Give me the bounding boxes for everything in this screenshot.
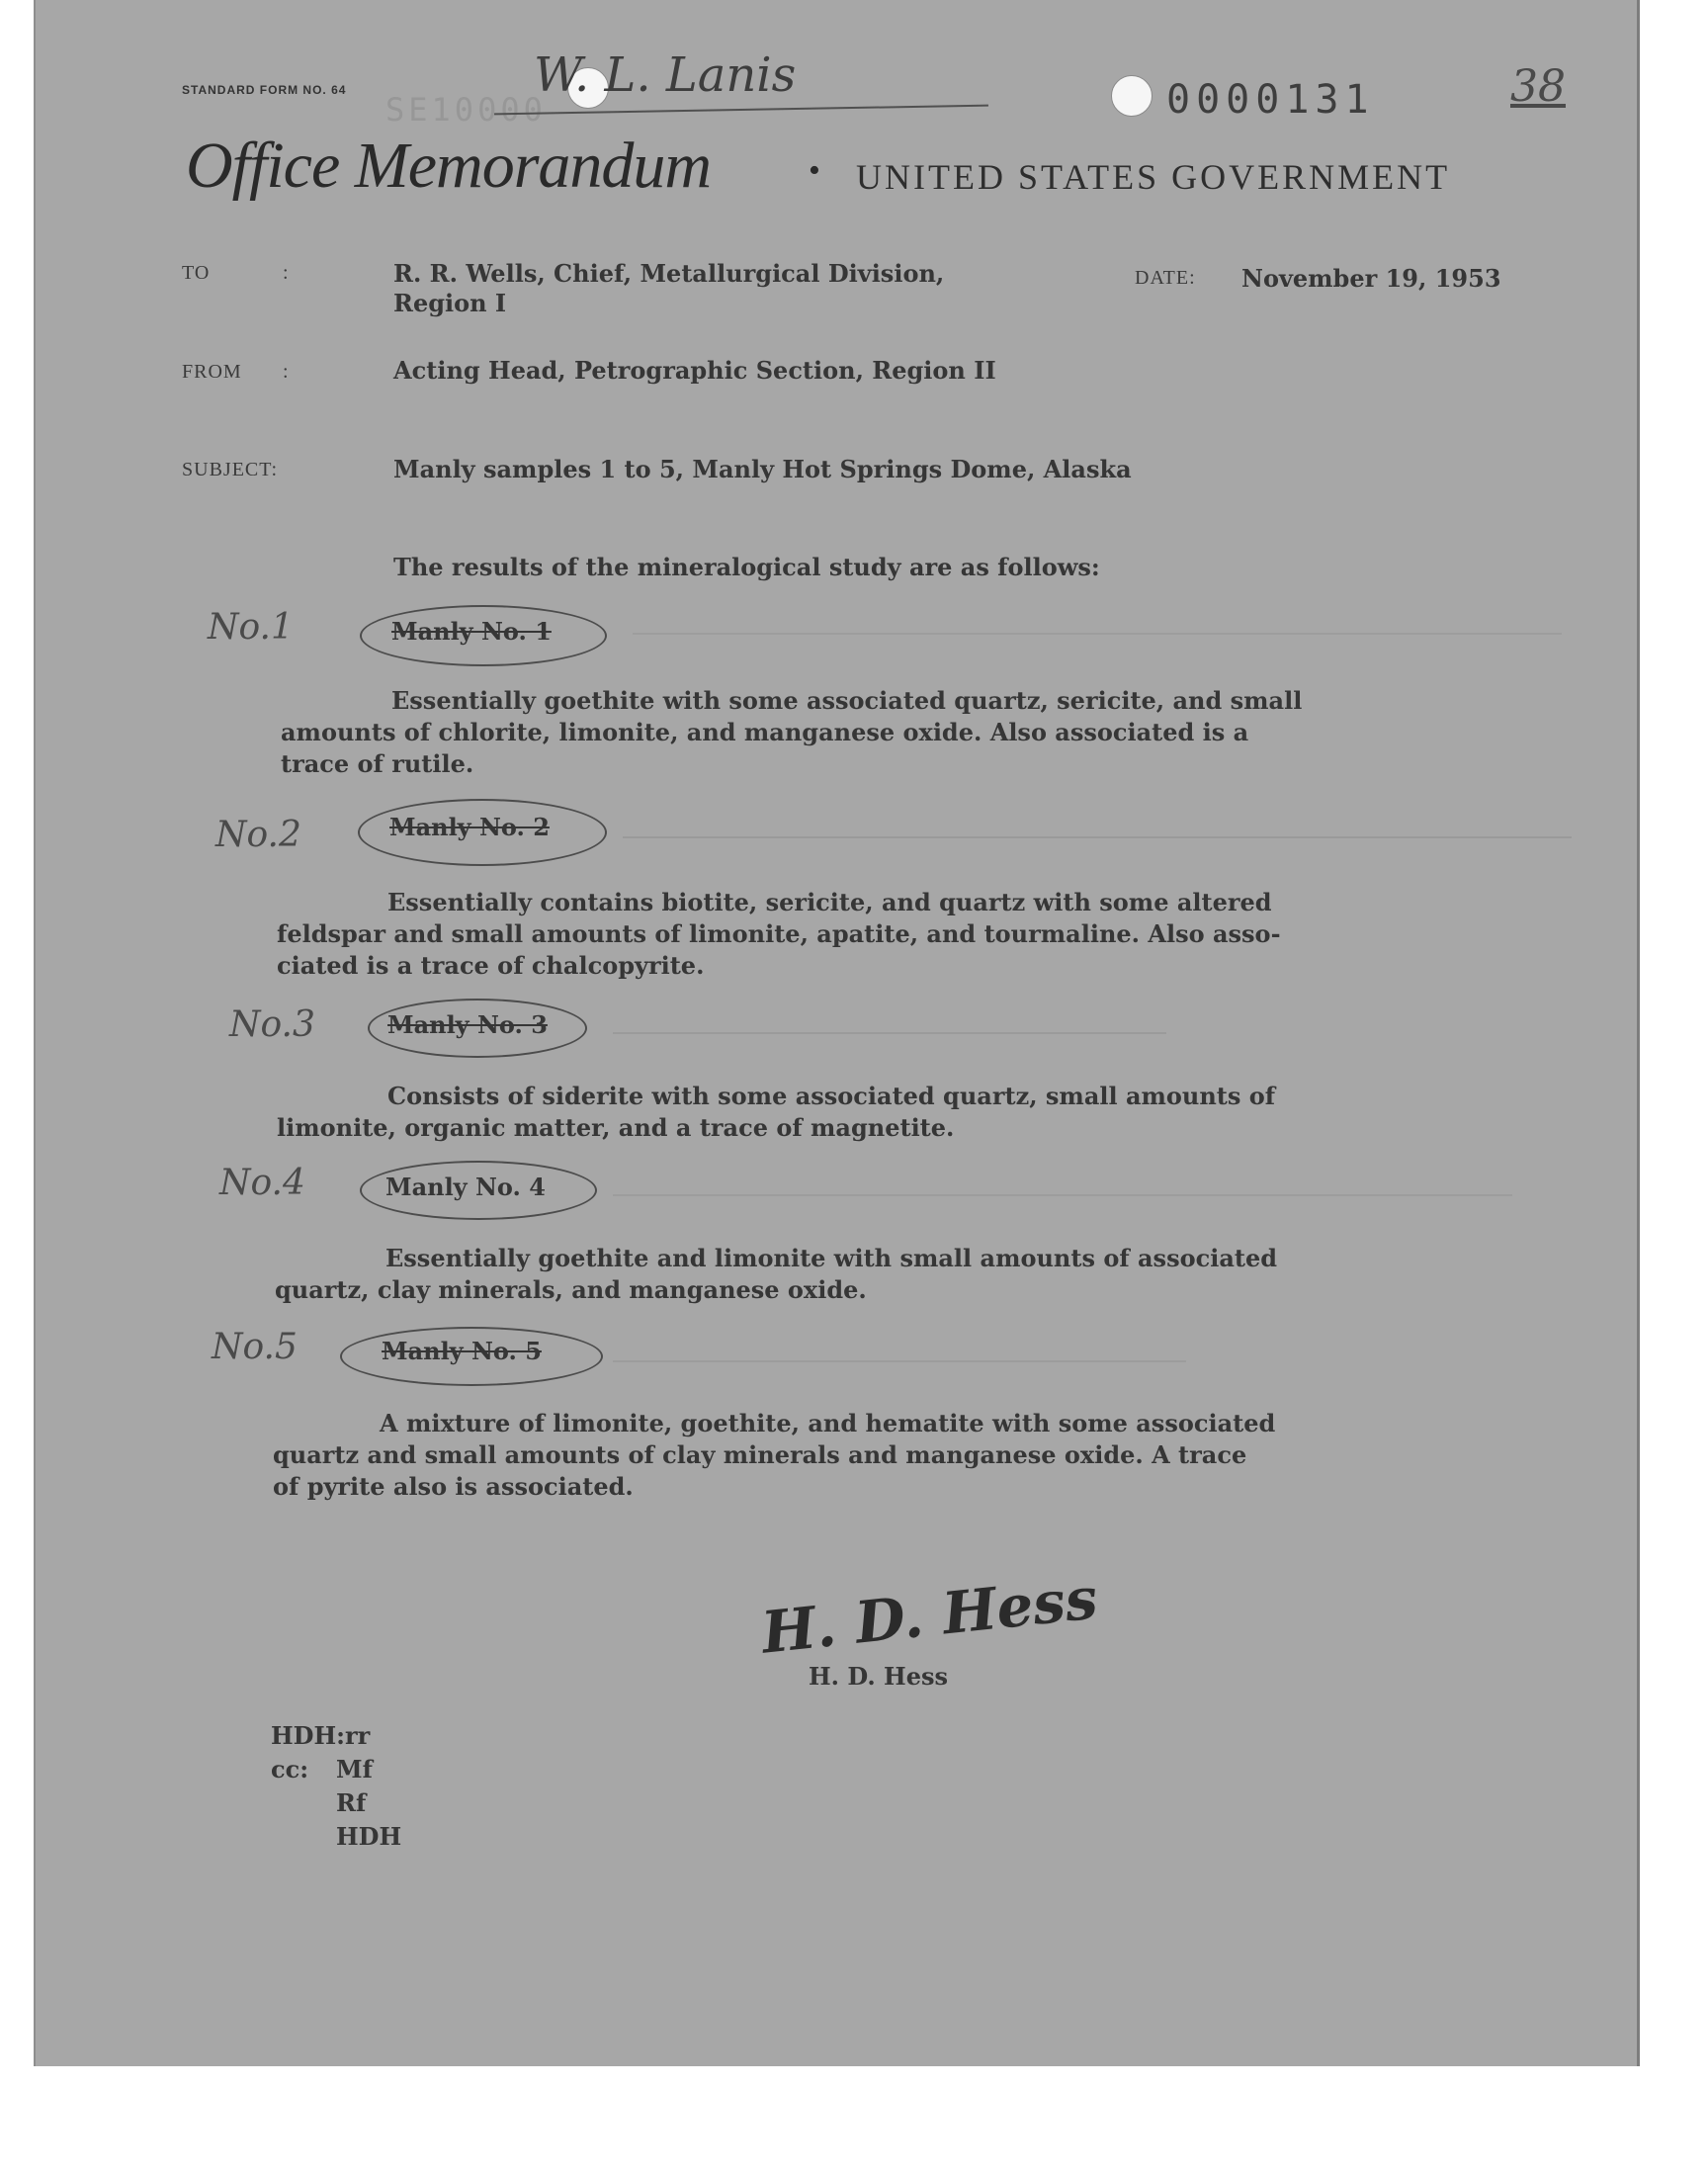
sample-4-line-1: Essentially goethite and limonite with small amounts of associated — [385, 1244, 1278, 1272]
sample-2-line-3: ciated is a trace of chalcopyrite. — [277, 951, 705, 980]
sample-3-label: Manly No. 3 — [387, 1010, 548, 1039]
intro-paragraph: The results of the mineralogical study are as follows: — [393, 553, 1100, 581]
cc-recipient-3: HDH — [336, 1822, 402, 1851]
handwritten-signature: H. D. Hess — [758, 1564, 1101, 1667]
sample-2-line-1: Essentially contains biotite, sericite, and quartz with some altered — [387, 888, 1272, 916]
from-label: FROM — [182, 361, 242, 383]
cc-recipient-1: Mf — [336, 1755, 373, 1784]
sample-5-label: Manly No. 5 — [382, 1337, 542, 1365]
sample-3-faint-scribble — [613, 1032, 1166, 1034]
sample-5-faint-scribble — [613, 1360, 1186, 1362]
title-bullet: • — [809, 152, 820, 189]
from-colon: : — [283, 361, 290, 383]
form-number: STANDARD FORM NO. 64 — [182, 83, 347, 97]
sample-4-label: Manly No. 4 — [385, 1173, 546, 1201]
typed-signature-name: H. D. Hess — [809, 1662, 949, 1691]
margin-note-1: No.1 — [208, 607, 294, 648]
document-number-stamp: 0000131 — [1166, 77, 1375, 123]
from-value: Acting Head, Petrographic Section, Region II — [393, 356, 996, 385]
sample-1-line-1: Essentially goethite with some associated quartz, sericite, and small — [391, 686, 1303, 715]
sample-3-line-2: limonite, organic matter, and a trace of magnetite. — [277, 1113, 955, 1142]
government-heading: UNITED STATES GOVERNMENT — [856, 157, 1451, 197]
margin-note-5: No.5 — [212, 1327, 298, 1367]
memo-date: November 19, 1953 — [1241, 264, 1501, 293]
subject-value: Manly samples 1 to 5, Manly Hot Springs Dome, Alaska — [393, 455, 1132, 483]
ghost-number-stamp: SE10000 — [385, 91, 547, 129]
sample-2-faint-scribble — [623, 836, 1572, 838]
margin-note-3: No.3 — [229, 1004, 315, 1045]
sample-5-line-1: A mixture of limonite, goethite, and hematite with some associated — [380, 1409, 1276, 1437]
sample-3-line-1: Consists of siderite with some associated quartz, small amounts of — [387, 1082, 1276, 1110]
sample-1-line-2: amounts of chlorite, limonite, and manganese oxide. Also associated is a — [281, 718, 1249, 746]
margin-note-2: No.2 — [215, 815, 301, 855]
sample-1-faint-scribble — [633, 633, 1562, 635]
page-title: Office Memorandum — [186, 130, 712, 202]
author-initials: HDH:rr — [271, 1721, 371, 1750]
sample-4-line-2: quartz, clay minerals, and manganese oxide. — [275, 1275, 867, 1304]
cc-label: cc: — [271, 1755, 309, 1784]
subject-label: SUBJECT: — [182, 459, 279, 480]
to-colon: : — [283, 262, 290, 284]
to-line-2: Region I — [393, 289, 507, 317]
sample-1-label: Manly No. 1 — [391, 617, 552, 646]
sample-5-line-3: of pyrite also is associated. — [273, 1472, 634, 1501]
punch-hole-right — [1111, 75, 1153, 117]
to-line-1: R. R. Wells, Chief, Metallurgical Division, — [393, 259, 945, 288]
cc-recipient-2: Rf — [336, 1788, 367, 1817]
sample-1-line-3: trace of rutile. — [281, 749, 474, 778]
sample-2-label: Manly No. 2 — [389, 813, 550, 841]
handwritten-top-note: W. L. Lanis — [534, 47, 797, 103]
to-label: TO — [182, 262, 211, 284]
page-number-note: 38 — [1510, 61, 1566, 112]
sample-2-line-2: feldspar and small amounts of limonite, apatite, and tourmaline. Also asso- — [277, 919, 1281, 948]
sample-5-line-2: quartz and small amounts of clay minerals and manganese oxide. A trace — [273, 1440, 1247, 1469]
sample-4-faint-scribble — [613, 1194, 1512, 1196]
date-label: DATE: — [1135, 267, 1196, 289]
margin-note-4: No.4 — [219, 1163, 305, 1203]
